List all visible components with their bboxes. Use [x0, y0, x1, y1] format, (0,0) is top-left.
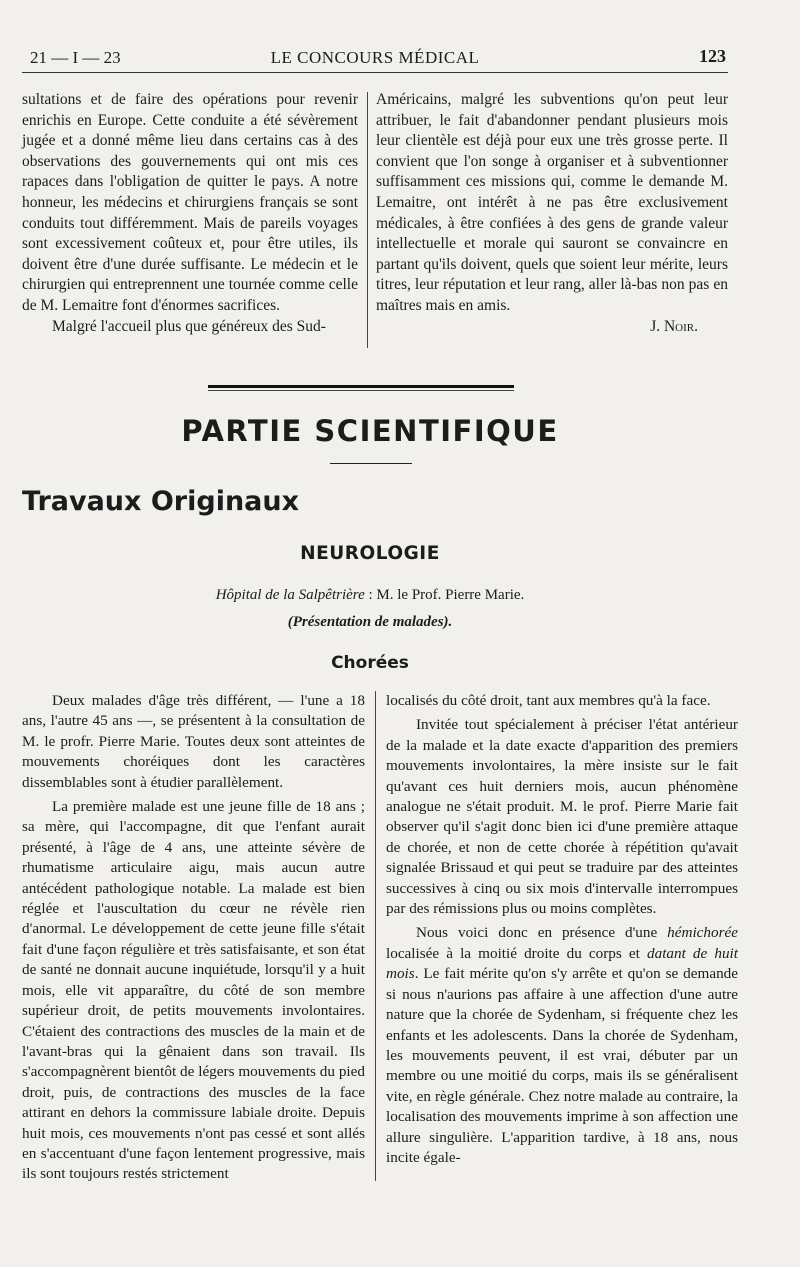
professor-name: : M. le Prof. Pierre Marie.: [368, 587, 525, 603]
presentation-note: (Présentation de malades).: [287, 614, 453, 630]
subsection-title: Travaux Originaux: [22, 486, 300, 517]
top-left-column: [22, 90, 358, 337]
hospital-name: Hôpital de la Salpêtrière: [215, 587, 365, 603]
paragraph: localisés du côté droit, tant aux membres qu'à la face.: [386, 692, 711, 709]
journal-title: LE CONCOURS MÉDICAL: [270, 48, 480, 67]
paragraph: sultations et de faire des opérations pour revenir enrichis en Europe. Cette conduite a été sévèrement jugée et a donné même lieu dans certains cas à des observations des gouvernements qui ont mis ces rapaces dans l'obligation de quitter le pays. A notre honneur, les médecins et chirurgiens français se sont conduits tout différemment. Mais de pareils voyages sont excessivement coûteux et, pour être utiles, ils doivent être d'une durée suffisante. Le médecin et le chirurgien qui entreprennent une tournée comme celle de M. Lemaitre font d'énormes sacrifices.: [22, 91, 358, 314]
page-header: [22, 44, 728, 73]
paragraph: Malgré l'accueil plus que généreux des Sud-: [52, 317, 326, 335]
paragraph: La première malade est une jeune fille de 18 ans ; sa mère, qui l'accompagne, dit que l'enfant aurait présenté, à l'âge de 4 ans, une atteinte sévère de rhumatisme articulaire aigu, mais aucun autre antécédent pathologique notable. La malade est bien réglée et l'auscultation du cœur ne révèle rien d'anormal. Le développement de cette jeune fille s'était fait d'une façon régulière et très satisfaisante, et son état de santé ne donnait aucune inquiétude, lorsqu'il y a huit mois, elle vit apparaître, du côté de son membre supérieur droit, de petits mouvements involontaires. C'étaient des contractions des muscles de la main et de l'avant-bras qui la gênaient dans son travail. Ils s'accompagnèrent bientôt de légers mouvements du pied droit, puis, de contractions des muscles de la face attirant en dehors la commissure labiale droite. Depuis huit mois, ces mouvements n'ont pas cessé et sont allés en s'accentuant d'une façon lentement progressive, mais ils sont toujours restés strictement: [22, 798, 365, 1183]
paragraph: Nous voici donc en présence d'une hémichorée localisée à la moitié droite du corps et datant de huit mois. Le fait mérite qu'on s'y arrête et qu'on se demande si nous n'aurions pas affaire à une affection d'une autre nature que la chorée de Sydenham, si fréquente chez les enfants et les adolescents. Dans la chorée de Sydenham, les mouvements peuvent, il est vrai, débuter par un membre ou une moitié du corps, mais ils se généralisent vite, en règle générale. Chez notre malade au contraire, la localisation des mouvements imprime à son affection une allure singulière. L'apparition tardive, à 18 ans, nous incite égale-: [386, 924, 738, 1166]
title-underline: [330, 463, 412, 464]
issue-date: 21 — I — 23: [30, 48, 121, 67]
bottom-left-column: [22, 691, 365, 1185]
section-rule: [208, 390, 514, 391]
paragraph: Américains, malgré les subventions qu'on peut leur attribuer, le fait d'abandonner pendant plusieurs mois leur clientèle est déjà pour eux une très grosse perte. Il convient que l'on songe à organiser et à subventionner suffisamment ces missions qui, comme le demande M. Lemaitre, ont intérêt à ne pas être exclusivement médicales, à être confiées à des gens de grande valeur intellectuelle et morale qui sauront se convaincre en partant qu'ils doivent, quels que soient leur mérite, leurs titres, leur réputation et leur rang, aller là-bas non pas en maîtres mais en amis.: [376, 91, 728, 314]
specialty-heading: NEUROLOGIE: [300, 543, 440, 564]
page-number: 123: [699, 46, 726, 66]
paragraph: Deux malades d'âge très différent, — l'une a 18 ans, l'autre 45 ans —, se présentent à la consultation de M. le profr. Pierre Marie. Toutes deux sont atteintes de mouvements choréiques dont les caractères dissemblables sont à étudier parallèlement.: [22, 692, 365, 791]
section-title: PARTIE SCIENTIFIQUE: [181, 414, 559, 448]
paragraph: Invitée tout spécialement à préciser l'état antérieur de la malade et la date exacte d'apparition des premiers mouvements involontaires, la mère insiste sur le fait qu'avant ces huit derniers mois, aucun phénomène analogue ne s'était produit. M. le prof. Pierre Marie fait observer qu'il s'agit donc bien ici d'une première attaque de chorée, et non de cette chorée à répétition qu'avait signalée Brissaud et qui peut se traduire par des atteintes successives à cinq ou six mois d'intervalle interrompues par des rémissions plus ou moins complètes.: [386, 716, 738, 918]
author-signature: J. Noir.: [650, 317, 698, 335]
column-divider: [375, 691, 376, 1181]
top-right-column: [376, 90, 728, 337]
hospital-line: [0, 587, 740, 604]
column-divider: [367, 92, 368, 348]
article-title: Chorées: [331, 653, 409, 673]
bottom-right-column: [386, 691, 738, 1168]
section-rule: [208, 385, 514, 388]
